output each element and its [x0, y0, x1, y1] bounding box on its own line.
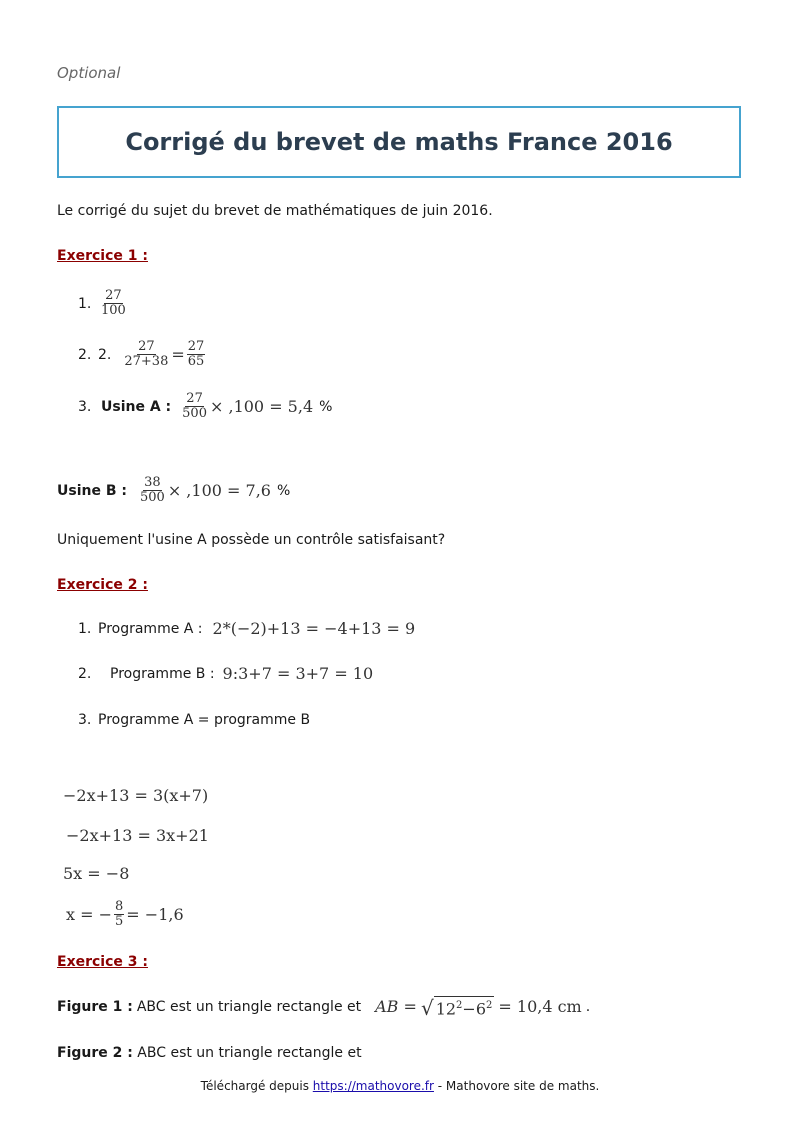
- unit: %: [276, 482, 291, 499]
- item-prefix: 2.: [98, 346, 112, 363]
- item-number: 3.: [78, 398, 92, 415]
- footer: [0, 1079, 800, 1093]
- equation-3: 5x = −8: [63, 864, 130, 883]
- intro-text: Le corrigé du sujet du brevet de mathématiques de juin 2016.: [57, 203, 493, 219]
- usine-b-calc: $\frac{38}{500}$ × ,100 = 7,6: [139, 475, 271, 505]
- equation-1: −2x+13 = 3(x+7): [63, 786, 209, 805]
- footer-prefix: Téléchargé depuis: [200, 1079, 313, 1093]
- programme-a-label: Programme A :: [98, 620, 203, 637]
- figure-2-label: Figure 2 :: [57, 1045, 133, 1061]
- exercise-3-heading: Exercice 3 :: [57, 954, 148, 970]
- ex1-conclusion: Uniquement l'usine A possède un contrôle satisfaisant?: [57, 532, 446, 548]
- item-number: 1.: [78, 620, 92, 637]
- figure-1-text: ABC est un triangle rectangle et: [136, 998, 362, 1015]
- item-number: 2.: [78, 665, 92, 682]
- equation-2: −2x+13 = 3x+21: [66, 826, 209, 845]
- page-title: Corrigé du brevet de maths France 2016: [125, 128, 673, 156]
- ex2-item-2: [78, 664, 373, 683]
- item-number: 2.: [78, 346, 92, 363]
- footer-suffix: - Mathovore site de maths.: [433, 1079, 600, 1093]
- ex1-item-1: [78, 289, 129, 318]
- figure-1-line: [57, 996, 591, 1021]
- fraction-equation: $\frac{27}{27+38}$ = $\frac{27}{65}$: [124, 339, 205, 369]
- unit: %: [319, 398, 333, 415]
- programme-b-calc: 9:3+7 = 3+7 = 10: [222, 664, 374, 683]
- programme-equal-text: Programme A = programme B: [98, 712, 311, 728]
- footer-link[interactable]: https://mathovore.fr: [312, 1079, 434, 1093]
- item-number: 1.: [78, 295, 92, 312]
- ex1-item-2: [78, 340, 207, 369]
- equation-4: x = − $\frac{8}{5}$ = −1,6: [66, 899, 184, 929]
- ex1-item-3: [78, 392, 332, 421]
- figure-2-line: [57, 1045, 362, 1061]
- usine-b-line: [57, 476, 290, 505]
- item-number: 3.: [78, 712, 92, 728]
- optional-label: Optional: [57, 64, 121, 82]
- exercise-2-heading: Exercice 2 :: [57, 577, 148, 593]
- fraction: $\frac{27}{100}$: [101, 288, 126, 318]
- ex2-item-3: [78, 712, 310, 728]
- figure-1-label: Figure 1 :: [57, 998, 133, 1015]
- usine-b-label: Usine B :: [57, 482, 127, 499]
- exercise-1-heading: Exercice 1 :: [57, 248, 148, 264]
- figure-1-formula: AB = √ $12^2-6^2$ = 10,4 cm: [375, 996, 582, 1021]
- usine-a-calc: $\frac{27}{500}$ × ,100 = 5,4: [182, 391, 314, 421]
- title-box: [57, 106, 741, 178]
- usine-a-label: Usine A :: [101, 398, 172, 415]
- ex2-item-1: [78, 619, 415, 638]
- figure-2-text: ABC est un triangle rectangle et: [137, 1045, 362, 1061]
- figure-1-end: .: [585, 998, 591, 1015]
- programme-a-calc: 2*(−2)+13 = −4+13 = 9: [212, 619, 416, 638]
- programme-b-label: Programme B :: [110, 665, 215, 682]
